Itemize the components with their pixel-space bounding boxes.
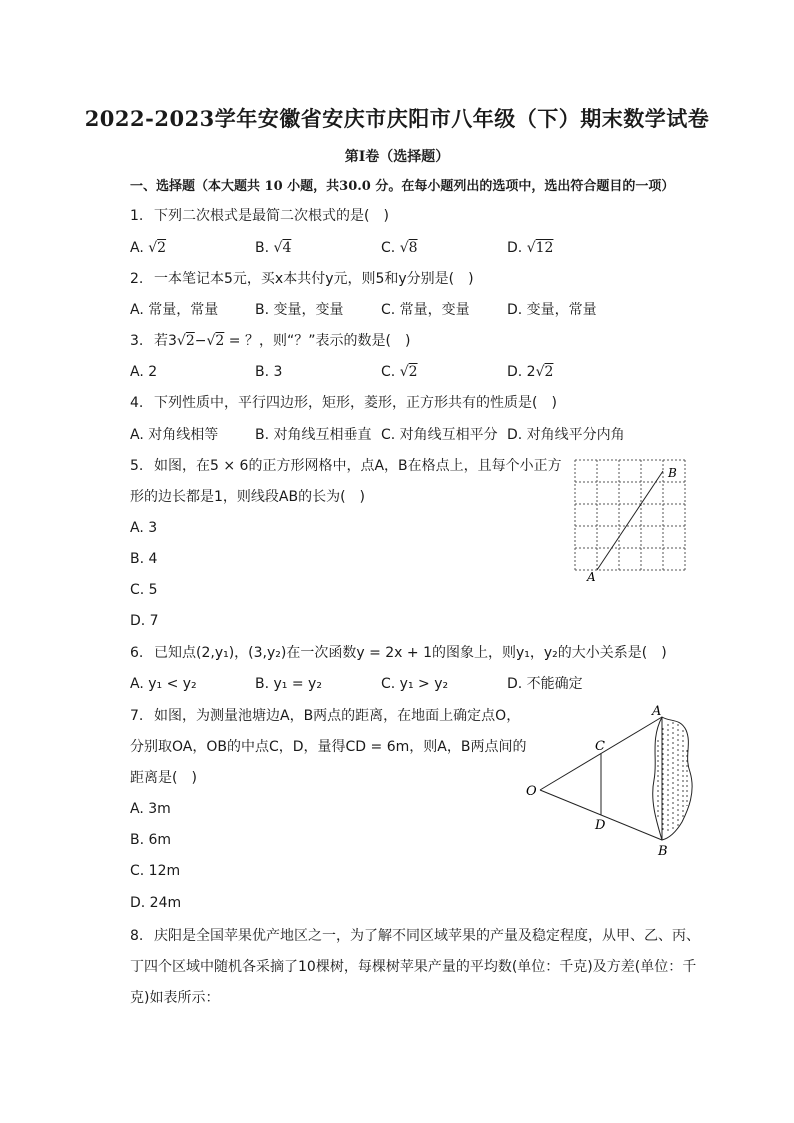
question-number: 8. xyxy=(130,928,144,944)
question-number: 7. xyxy=(130,708,144,724)
question-text: 下列性质中，平行四边形，矩形，菱形，正方形共有的性质是( ) xyxy=(154,395,557,411)
option-a xyxy=(130,238,166,258)
question-7 xyxy=(130,706,520,726)
option-label: B. xyxy=(255,240,270,256)
question-8-line-3: 克)如表所示： xyxy=(130,990,220,1006)
section-header: 一、选择题（本大题共 10 小题，共30.0 分。在每小题列出的选项中，选出符合题目的一项） xyxy=(130,179,675,194)
option-c xyxy=(381,238,418,258)
question-text: 如图，为测量池塘边A，B两点的距离，在地面上确定点O， xyxy=(154,708,521,724)
option-c: C. 常量，变量 xyxy=(381,302,470,318)
option-a: A. 对角线相等 xyxy=(130,427,219,443)
option-b: B. 4 xyxy=(130,551,158,567)
option-c: C. y₁ > y₂ xyxy=(381,676,449,692)
sqrt-expression: √8 xyxy=(399,240,418,256)
option-c xyxy=(381,362,418,382)
question-text: 已知点(2,y₁)，(3,y₂)在一次函数y = 2x + 1的图象上，则y₁，y₂的大小关系是( ) xyxy=(154,645,667,661)
question-number: 6. xyxy=(130,645,144,661)
option-a: A. 3m xyxy=(130,801,171,817)
question-number: 3. xyxy=(130,333,144,349)
minus-sign: − xyxy=(194,333,207,349)
point-c-label: C xyxy=(595,739,605,754)
question-text: 下列二次根式是最简二次根式的是( ) xyxy=(154,208,389,224)
question-7-line-2: 分别取OA，OB的中点C，D，量得CD = 6m，则A，B两点间的 xyxy=(130,739,527,755)
option-d: D. 24m xyxy=(130,895,182,911)
option-label: A. xyxy=(130,240,144,256)
sqrt-expression: √2 xyxy=(206,333,225,349)
question-3 xyxy=(130,331,410,351)
option-a: A. 3 xyxy=(130,520,158,536)
option-c: C. 对角线互相平分 xyxy=(381,427,498,443)
option-b: B. y₁ = y₂ xyxy=(255,676,322,692)
question-number: 1. xyxy=(130,208,144,224)
option-d xyxy=(507,362,553,382)
point-a-label: A xyxy=(587,570,596,584)
option-a: A. 2 xyxy=(130,364,158,380)
question-8-line-2: 丁四个区域中随机各采摘了10棵树，每棵树苹果产量的平均数(单位：千克)及方差(单位：千 xyxy=(130,959,697,975)
pond-figure xyxy=(520,700,700,860)
page-subtitle: 第Ⅰ卷（选择题） xyxy=(344,149,450,165)
question-text: 一本笔记本5元，买x本共付y元，则5和y分别是( ) xyxy=(154,271,474,287)
sqrt-expression: √2 xyxy=(176,333,195,349)
question-6 xyxy=(130,643,667,663)
point-b-label: B xyxy=(668,466,677,480)
option-label: C. xyxy=(381,240,396,256)
question-5-line-2: 形的边长都是1，则线段AB的长为( ) xyxy=(130,489,366,505)
option-c: C. 12m xyxy=(130,863,181,879)
question-7-line-3: 距离是( ) xyxy=(130,770,197,786)
option-d: D. 7 xyxy=(130,613,159,629)
question-text: 若3 xyxy=(154,333,177,349)
option-label: D. xyxy=(507,240,523,256)
question-text: 庆阳是全国苹果优产地区之一，为了解不同区域苹果的产量及稳定程度，从甲、乙、丙、 xyxy=(154,928,700,944)
option-d: D. 变量，常量 xyxy=(507,302,597,318)
sqrt-expression: √2 xyxy=(148,240,167,256)
option-c: C. 5 xyxy=(130,582,158,598)
option-d: D. 对角线平分内角 xyxy=(507,427,625,443)
question-number: 2. xyxy=(130,271,144,287)
question-5 xyxy=(130,456,562,476)
segment-ab xyxy=(597,471,663,570)
question-2 xyxy=(130,269,474,289)
option-b: B. 变量，变量 xyxy=(255,302,344,318)
option-a: A. y₁ < y₂ xyxy=(130,676,197,692)
option-b xyxy=(255,238,291,258)
question-1 xyxy=(130,206,389,226)
sqrt-expression: √12 xyxy=(526,240,554,256)
option-b: B. 3 xyxy=(255,364,283,380)
point-d-label: D xyxy=(595,818,606,833)
option-d xyxy=(507,238,553,258)
option-d: D. 不能确定 xyxy=(507,676,583,692)
point-a-label: A xyxy=(652,704,662,719)
page-title: 2022-2023学年安徽省安庆市庆阳市八年级（下）期末数学试卷 xyxy=(84,106,710,131)
option-a: A. 常量，常量 xyxy=(130,302,219,318)
sqrt-expression: √4 xyxy=(273,240,292,256)
question-4 xyxy=(130,393,557,413)
sqrt-expression: √2 xyxy=(535,364,554,380)
option-label: D. 2 xyxy=(507,364,536,380)
option-b: B. 对角线互相垂直 xyxy=(255,427,372,443)
pond-outline xyxy=(653,717,692,840)
question-8 xyxy=(130,926,700,946)
option-b: B. 6m xyxy=(130,832,172,848)
sqrt-expression: √2 xyxy=(399,364,418,380)
point-o-label: O xyxy=(526,784,537,799)
question-number: 5. xyxy=(130,458,144,474)
option-label: C. xyxy=(381,364,396,380)
grid-figure xyxy=(570,455,692,595)
question-number: 4. xyxy=(130,395,144,411)
point-b-label: B xyxy=(658,844,668,859)
question-text: = ？，则“？”表示的数是( ) xyxy=(224,333,411,349)
question-text: 如图，在5 × 6的正方形网格中，点A，B在格点上，且每个小正方 xyxy=(154,458,562,474)
